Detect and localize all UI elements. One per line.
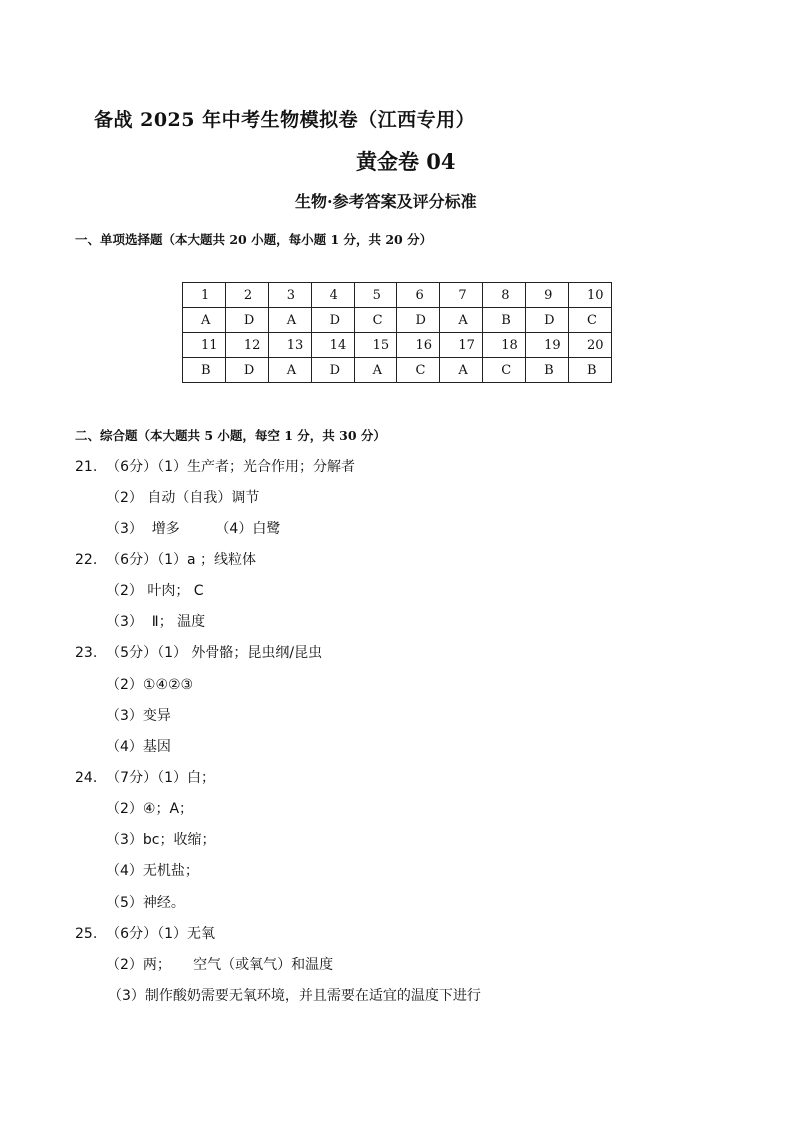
question-number-cell: 10 xyxy=(569,283,612,308)
q24-line-1: 24. （7分）（1）白； xyxy=(75,770,215,786)
q24-line-2: （2）④；A； xyxy=(106,801,194,817)
answer-cell: B xyxy=(569,358,612,383)
q25-line-1: 25. （6分）（1）无氧 xyxy=(75,926,215,942)
q22-line-3: （3） Ⅱ； 温度 xyxy=(106,614,206,630)
answer-cell: C xyxy=(569,308,612,333)
q24-line-3: （3）bc；收缩； xyxy=(106,832,216,848)
question-number-cell: 2 xyxy=(225,283,268,308)
document-subtitle: 黄金卷 04 xyxy=(356,149,456,174)
question-number-cell: 13 xyxy=(268,333,311,358)
question-number-cell: 6 xyxy=(397,283,440,308)
answer-cell: A xyxy=(268,308,311,333)
answer-key-caption: 生物·参考答案及评分标准 xyxy=(295,192,477,211)
q23-line-2: （2）①④②③ xyxy=(106,677,194,693)
answer-cell: D xyxy=(311,358,354,383)
question-number-cell: 11 xyxy=(183,333,226,358)
question-number-cell: 9 xyxy=(526,283,569,308)
document-title: 备战 2025 年中考生物模拟卷（江西专用） xyxy=(94,109,476,131)
answer-cell: A xyxy=(183,308,226,333)
question-number-cell: 15 xyxy=(354,333,397,358)
question-number-row xyxy=(183,283,612,308)
question-number-row xyxy=(183,333,612,358)
q24-line-4: （4）无机盐； xyxy=(106,863,199,879)
answer-cell: B xyxy=(183,358,226,383)
section-2-heading: 二、综合题（本大题共 5 小题，每空 1 分，共 30 分） xyxy=(75,428,386,443)
answer-row xyxy=(183,358,612,383)
answer-cell: A xyxy=(268,358,311,383)
multiple-choice-answer-table xyxy=(182,282,612,383)
answer-cell: D xyxy=(526,308,569,333)
question-number-cell: 7 xyxy=(440,283,483,308)
answer-cell: D xyxy=(397,308,440,333)
section-1-heading: 一、单项选择题（本大题共 20 小题，每小题 1 分，共 20 分） xyxy=(75,232,433,247)
question-number-cell: 8 xyxy=(483,283,526,308)
q21-line-2: （2） 自动（自我）调节 xyxy=(106,490,260,506)
answer-row xyxy=(183,308,612,333)
answer-cell: B xyxy=(526,358,569,383)
answer-cell: B xyxy=(483,308,526,333)
answer-cell: A xyxy=(440,358,483,383)
q23-line-1: 23. （5分）（1） 外骨骼；昆虫纲/昆虫 xyxy=(75,645,323,661)
q24-line-5: （5）神经。 xyxy=(106,895,185,911)
question-number-cell: 3 xyxy=(268,283,311,308)
answer-cell: A xyxy=(440,308,483,333)
q22-line-2: （2） 叶肉； C xyxy=(106,583,204,599)
q23-line-4: （4）基因 xyxy=(106,739,171,755)
answer-cell: C xyxy=(483,358,526,383)
q22-line-1: 22. （6分）（1）a ；线粒体 xyxy=(75,552,257,568)
answer-cell: D xyxy=(311,308,354,333)
answer-cell: C xyxy=(354,308,397,333)
q25-line-3: （3）制作酸奶需要无氧环境，并且需要在适宜的温度下进行 xyxy=(108,988,481,1004)
question-number-cell: 16 xyxy=(397,333,440,358)
question-number-cell: 19 xyxy=(526,333,569,358)
q23-line-3: （3）变异 xyxy=(106,708,171,724)
q21-line-3: （3） 增多 （4）白鹭 xyxy=(106,521,281,537)
q25-line-2: （2）两； 空气（或氧气）和温度 xyxy=(106,957,334,973)
question-number-cell: 12 xyxy=(225,333,268,358)
question-number-cell: 5 xyxy=(354,283,397,308)
question-number-cell: 20 xyxy=(569,333,612,358)
answer-cell: D xyxy=(225,358,268,383)
answer-cell: A xyxy=(354,358,397,383)
question-number-cell: 4 xyxy=(311,283,354,308)
question-number-cell: 1 xyxy=(183,283,226,308)
question-number-cell: 17 xyxy=(440,333,483,358)
answer-cell: C xyxy=(397,358,440,383)
q21-line-1: 21. （6分）（1）生产者；光合作用；分解者 xyxy=(75,459,355,475)
question-number-cell: 14 xyxy=(311,333,354,358)
question-number-cell: 18 xyxy=(483,333,526,358)
answer-cell: D xyxy=(225,308,268,333)
